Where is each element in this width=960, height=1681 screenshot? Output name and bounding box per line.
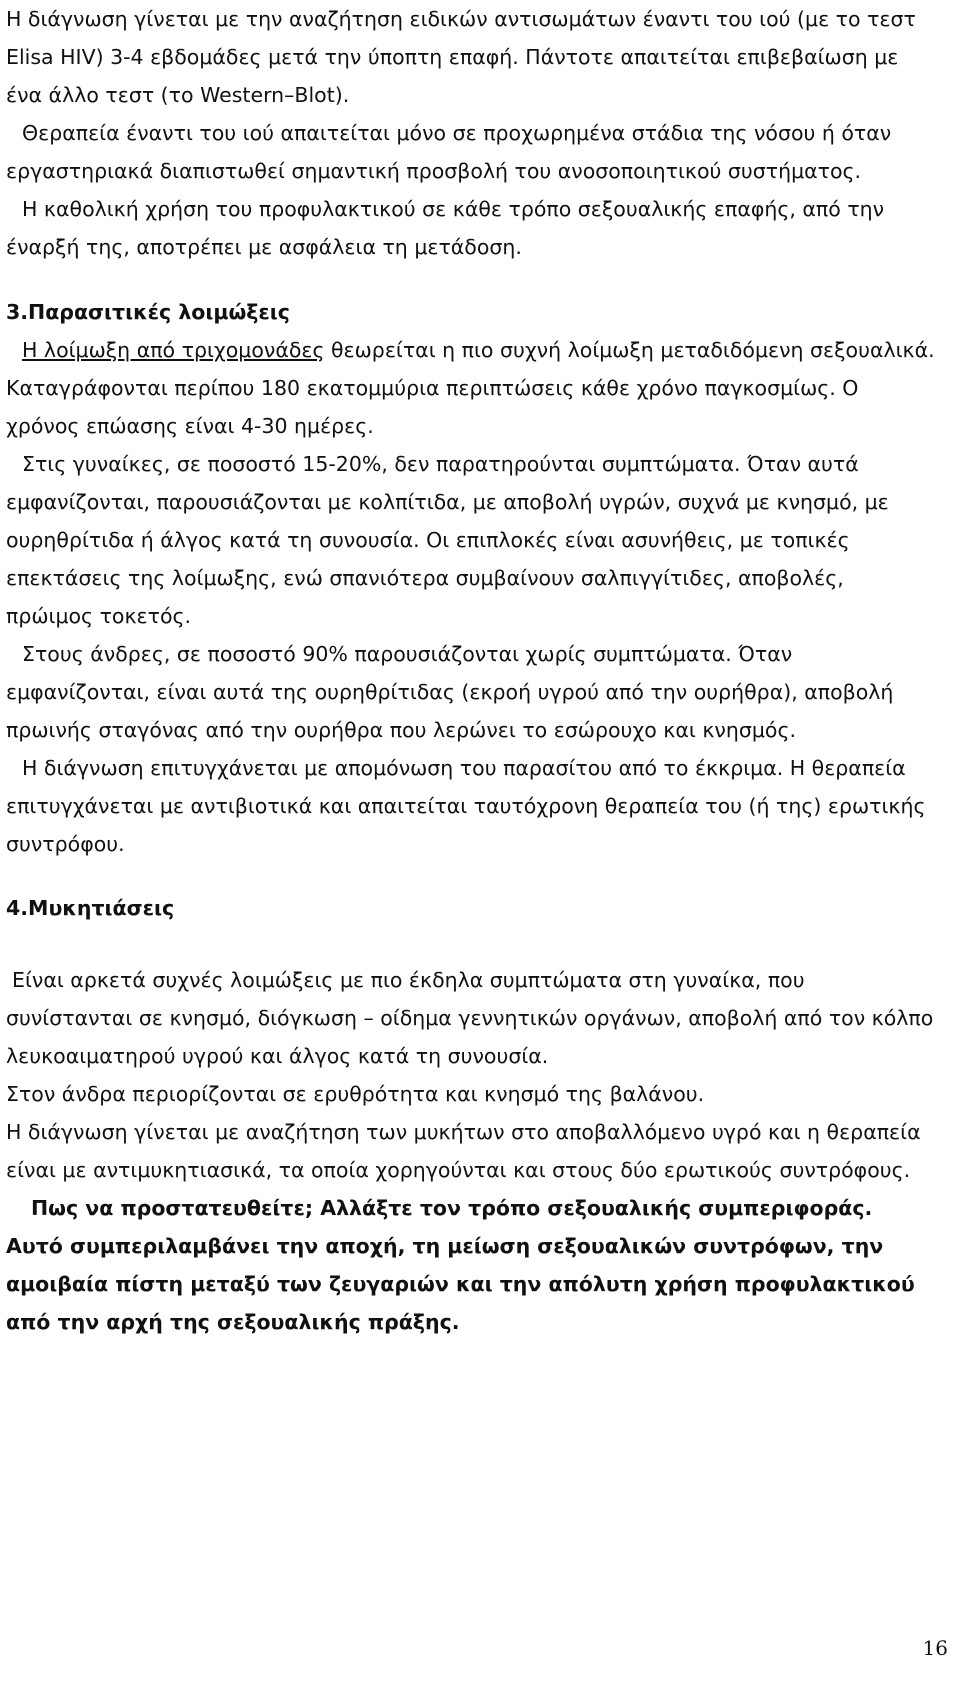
fungal-diagnosis-paragraph [6, 1113, 936, 1189]
section-heading-fungal [6, 889, 936, 927]
hiv-treatment-text: Θεραπεία έναντι του ιού απαιτείται μόνο σε προχωρημένα στάδια της νόσου ή όταν εργαστηριακά διαπιστωθεί σημαντική προσβολή του ανοσοποιητικού συστήματος. [6, 121, 892, 183]
section-heading-parasitic [6, 293, 936, 331]
fungal-men-paragraph [6, 1075, 936, 1113]
page-number: 16 [922, 1636, 948, 1660]
trichomonas-diagnosis-text: Η διάγνωση επιτυγχάνεται με απομόνωση του παρασίτου από το έκκριμα. Η θεραπεία επιτυγχάνεται με αντιβιοτικά και απαιτείται ταυτόχρονη θεραπεία του (ή της) ερωτικής συντρόφου. [6, 756, 926, 856]
section-heading-fungal-text: 4.Μυκητιάσεις [6, 896, 175, 920]
section-heading-parasitic-text: 3.Παρασιτικές λοιμώξεις [6, 300, 290, 324]
trichomonas-intro-paragraph [6, 331, 936, 445]
fungal-diagnosis-text: Η διάγνωση γίνεται με αναζήτηση των μυκήτων στο αποβαλλόμενο υγρό και η θεραπεία είναι με αντιμυκητιασικά, τα οποία χορηγούνται και στους δύο ερωτικούς συντρόφους. [6, 1120, 921, 1182]
hiv-prevention-paragraph [6, 190, 936, 266]
fungal-symptoms-paragraph [6, 961, 936, 1075]
fungal-symptoms-text: Είναι αρκετά συχνές λοιμώξεις με πιο έκδηλα συμπτώματα στη γυναίκα, που συνίστανται σε κνησμό, διόγκωση – οίδημα γεννητικών οργάνων, αποβολή από τον κόλπο λευκοαιματηρού υγρού και άλγος κατά τη συνουσία. [6, 968, 934, 1068]
hiv-prevention-text: Η καθολική χρήση του προφυλακτικού σε κάθε τρόπο σεξουαλικής επαφής, από την έναρξή της, αποτρέπει με ασφάλεια τη μετάδοση. [6, 197, 885, 259]
trichomonas-men-paragraph [6, 635, 936, 749]
trichomonas-diagnosis-paragraph [6, 749, 936, 863]
hiv-treatment-paragraph [6, 114, 936, 190]
document-page [6, 0, 936, 1341]
trichomonas-intro-text: θεωρείται η πιο συχνή λοίμωξη μεταδιδόμενη σεξουαλικά. Καταγράφονται περίπου 180 εκατομμύρια περιπτώσεις κάθε χρόνο παγκοσμίως. Ο χρόνος επώασης είναι 4-30 ημέρες. [6, 338, 935, 438]
fungal-men-text: Στον άνδρα περιορίζονται σε ερυθρότητα και κνησμό της βαλάνου. [6, 1082, 705, 1106]
trichomonas-women-paragraph [6, 445, 936, 635]
trichomonas-men-text: Στους άνδρες, σε ποσοστό 90% παρουσιάζονται χωρίς συμπτώματα. Όταν εμφανίζονται, είναι αυτά της ουρηθρίτιδας (εκροή υγρού από την ουρήθρα), αποβολή πρωινής σταγόνας από την ουρήθρα που λερώνει το εσώρουχο και κνησμός. [6, 642, 894, 742]
trichomonas-underlined-term: Η λοίμωξη από τριχομονάδες [22, 338, 325, 362]
hiv-diagnosis-text: Η διάγνωση γίνεται με την αναζήτηση ειδικών αντισωμάτων έναντι του ιού (με το τεστ Elisa HIV) 3-4 εβδομάδες μετά την ύποπτη επαφή. Πάντοτε απαιτείται επιβεβαίωση με ένα άλλο τεστ (το Western–Blot). [6, 7, 916, 107]
hiv-diagnosis-paragraph [6, 0, 936, 114]
prevention-advice-paragraph [6, 1189, 936, 1341]
trichomonas-women-text: Στις γυναίκες, σε ποσοστό 15-20%, δεν παρατηρούνται συμπτώματα. Όταν αυτά εμφανίζονται, παρουσιάζονται με κολπίτιδα, με αποβολή υγρών, συχνά με κνησμό, με ουρηθρίτιδα ή άλγος κατά τη συνουσία. Οι επιπλοκές είναι ασυνήθεις, με τοπικές επεκτάσεις της λοίμωξης, ενώ σπανιότερα συμβαίνουν σαλπιγγίτιδες, αποβολές, πρώιμος τοκετός. [6, 452, 889, 628]
prevention-advice-text: Πως να προστατευθείτε; Αλλάξτε τον τρόπο σεξουαλικής συμπεριφοράς. Αυτό συμπεριλαμβάνει την αποχή, τη μείωση σεξουαλικών συντρόφων, την αμοιβαία πίστη μεταξύ των ζευγαριών και την απόλυτη χρήση προφυλακτικού από την αρχή της σεξουαλικής πράξης. [6, 1196, 915, 1334]
